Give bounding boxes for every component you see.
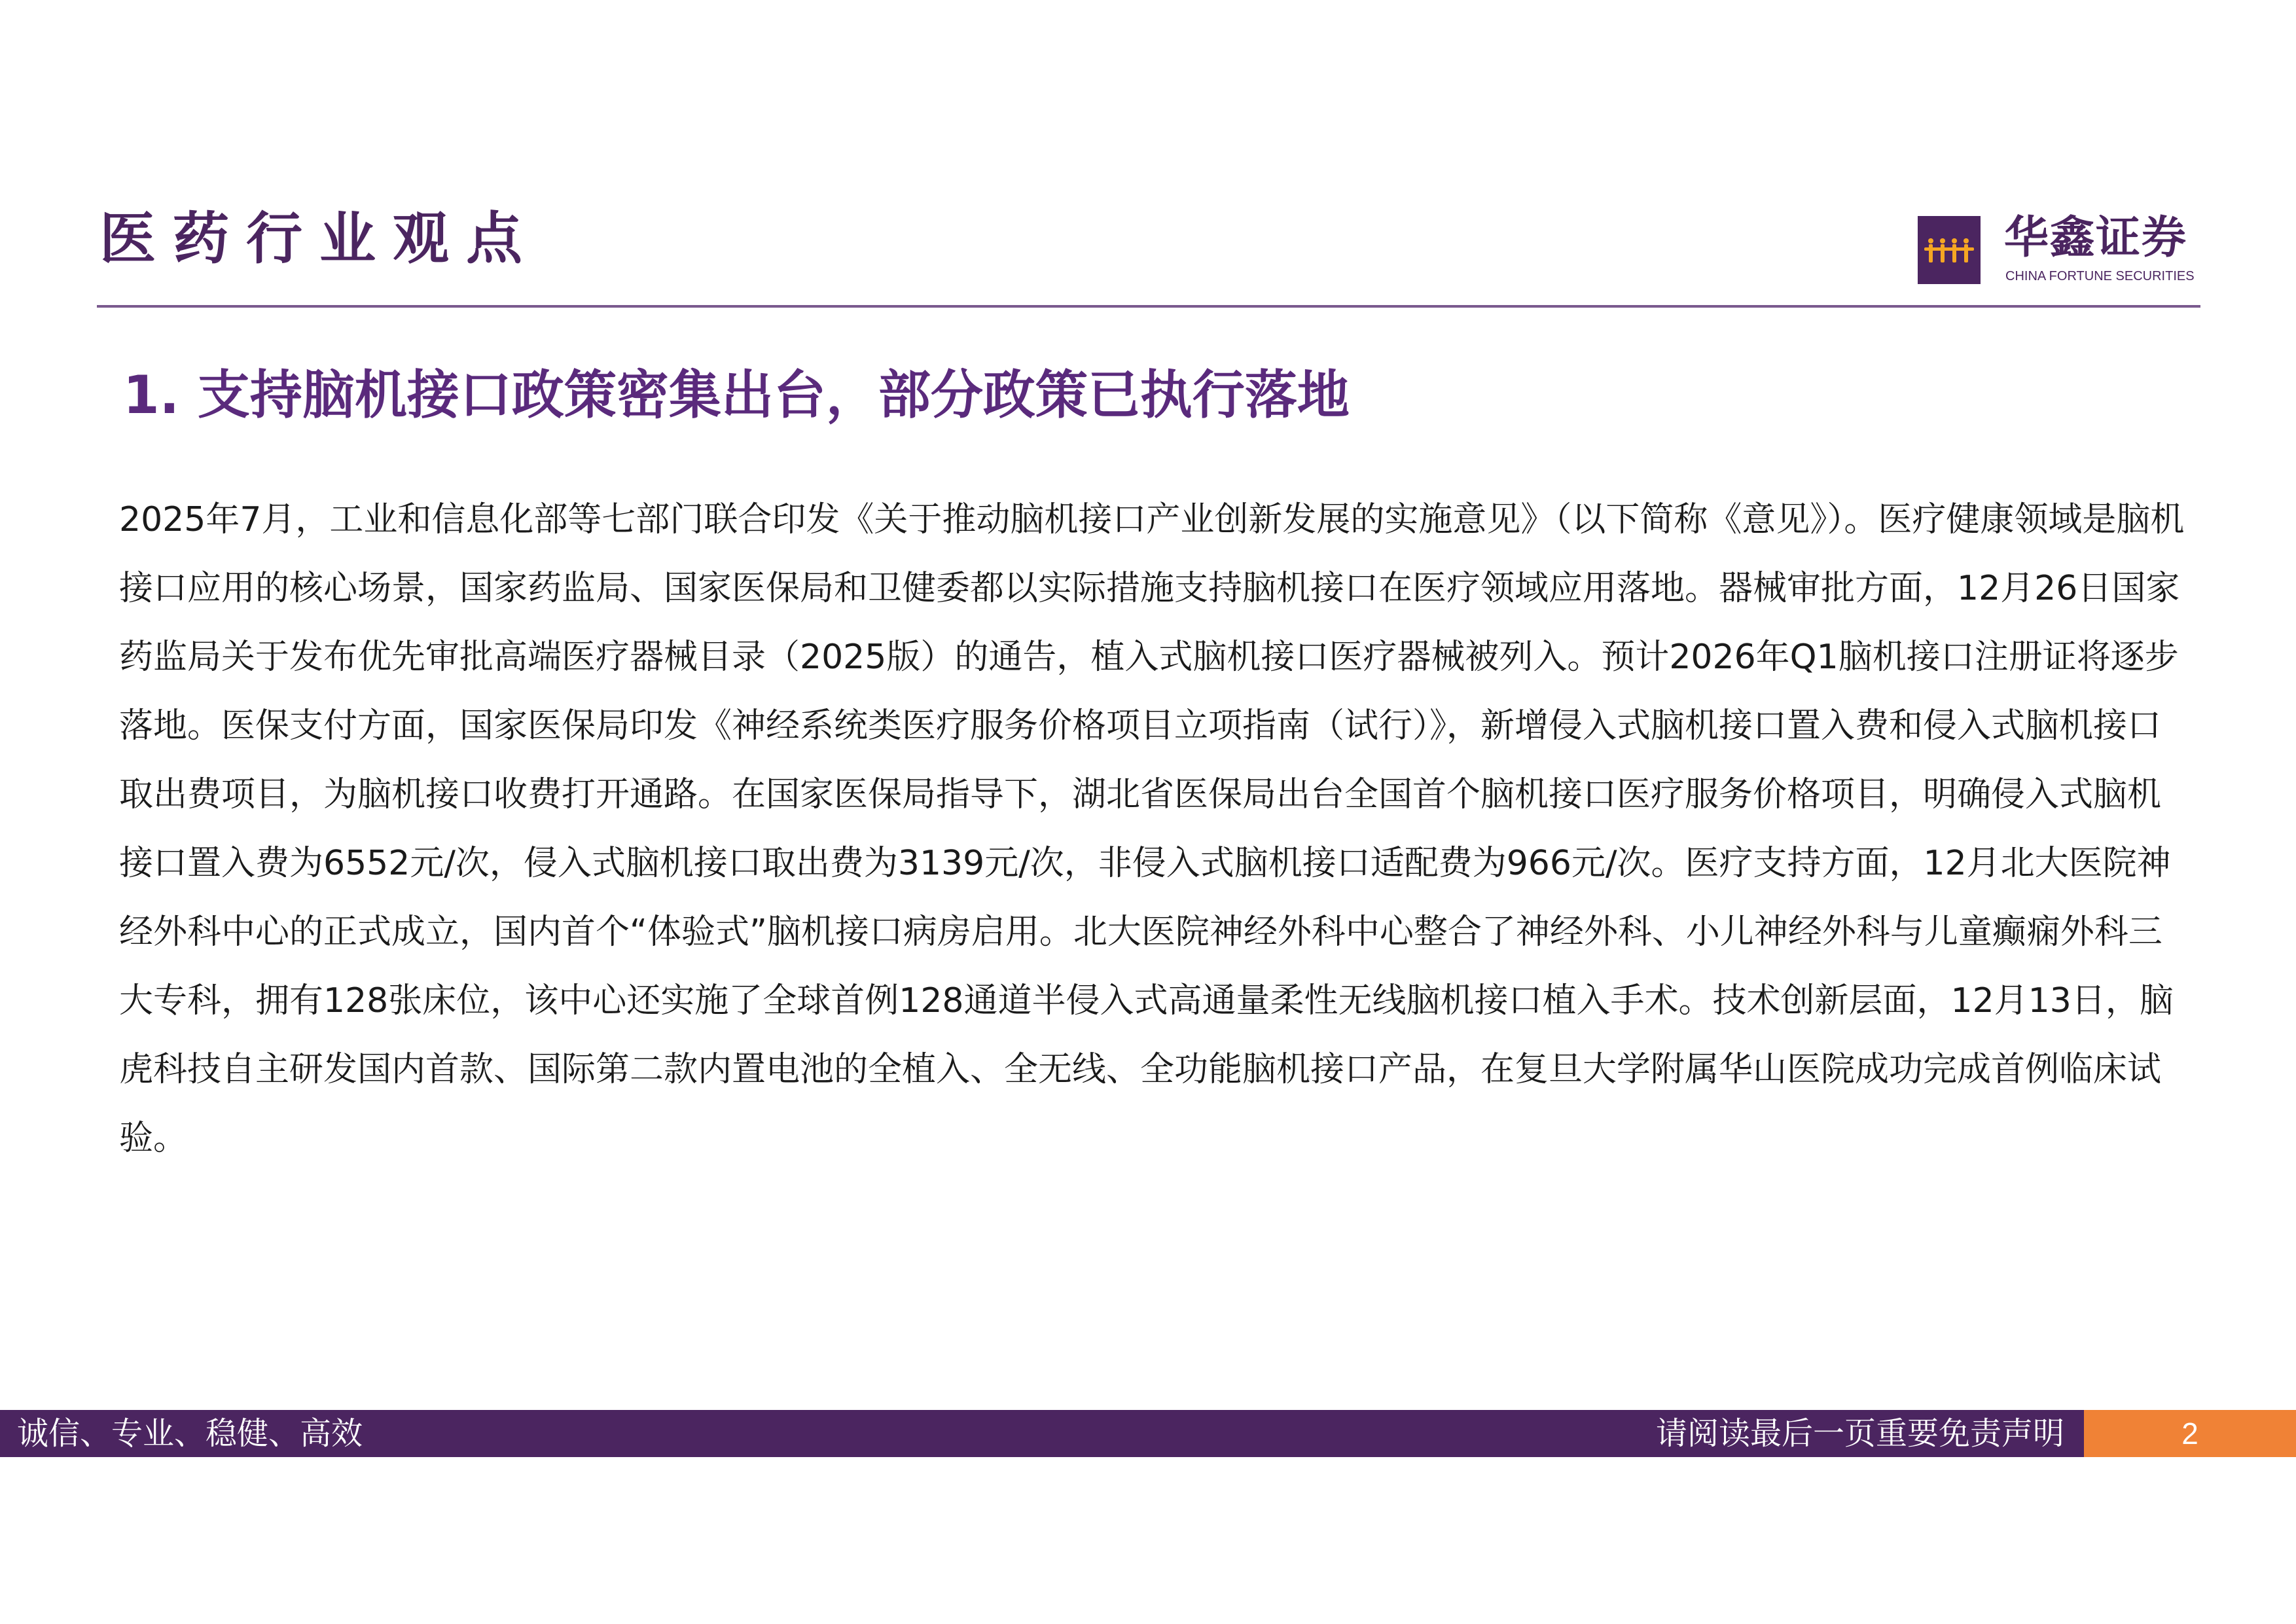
logo-emblem-icon (1924, 234, 1974, 266)
footer-slogan: 诚信、专业、稳健、高效 (17, 1415, 363, 1452)
body-paragraph: 2025年7月，工业和信息化部等七部门联合印发《关于推动脑机接口产业创新发展的实施意见》（以下简称《意见》）。医疗健康领域是脑机接口应用的核心场景，国家药监局、国家医保局和卫健委都以实际措施支持脑机接口在医疗领域应用落地。器械审批方面，12月26日国家药监局关于发布优先审批高端医疗器械目录（2025版）的通告，植入式脑机接口医疗器械被列入。预计2026年Q1脑机接口注册证将逐步落地。医保支付方面，国家医保局印发《神经系统类医疗服务价格项目立项指南（试行）》，新增侵入式脑机接口置入费和侵入式脑机接口取出费项目，为脑机接口收费打开通路。在国家医保局指导下，湖北省医保局出台全国首个脑机接口医疗服务价格项目，明确侵入式脑机接口置入费为6552元/次，侵入式脑机接口取出费为3139元/次，非侵入式脑机接口适配费为966元/次。医疗支持方面，12月北大医院神经外科中心的正式成立，国内首个“体验式”脑机接口病房启用。北大医院神经外科中心整合了神经外科、小儿神经外科与儿童癫痫外科三大专科，拥有128张床位，该中心还实施了全球首例128通道半侵入式高通量柔性无线脑机接口植入手术。技术创新层面，12月13日，脑虎科技自主研发国内首款、国际第二款内置电池的全植入、全无线、全功能脑机接口产品，在复旦大学附属华山医院成功完成首例临床试验。 (119, 500, 2185, 1158)
footer-disclaimer: 请阅读最后一页重要免责声明 (1655, 1415, 2064, 1452)
logo-english-name: CHINA FORTUNE SECURITIES (2005, 269, 2195, 283)
logo-chinese-name: 华鑫证券 (2004, 212, 2188, 264)
section-heading: 1. 支持脑机接口政策密集出台，部分政策已执行落地 (123, 365, 1350, 425)
page-number: 2 (2181, 1416, 2198, 1451)
logo-emblem (1918, 216, 1981, 284)
body-paragraph-container (119, 486, 2194, 1173)
header-divider (97, 305, 2200, 308)
report-category-title: 医药行业观点 (99, 206, 539, 272)
